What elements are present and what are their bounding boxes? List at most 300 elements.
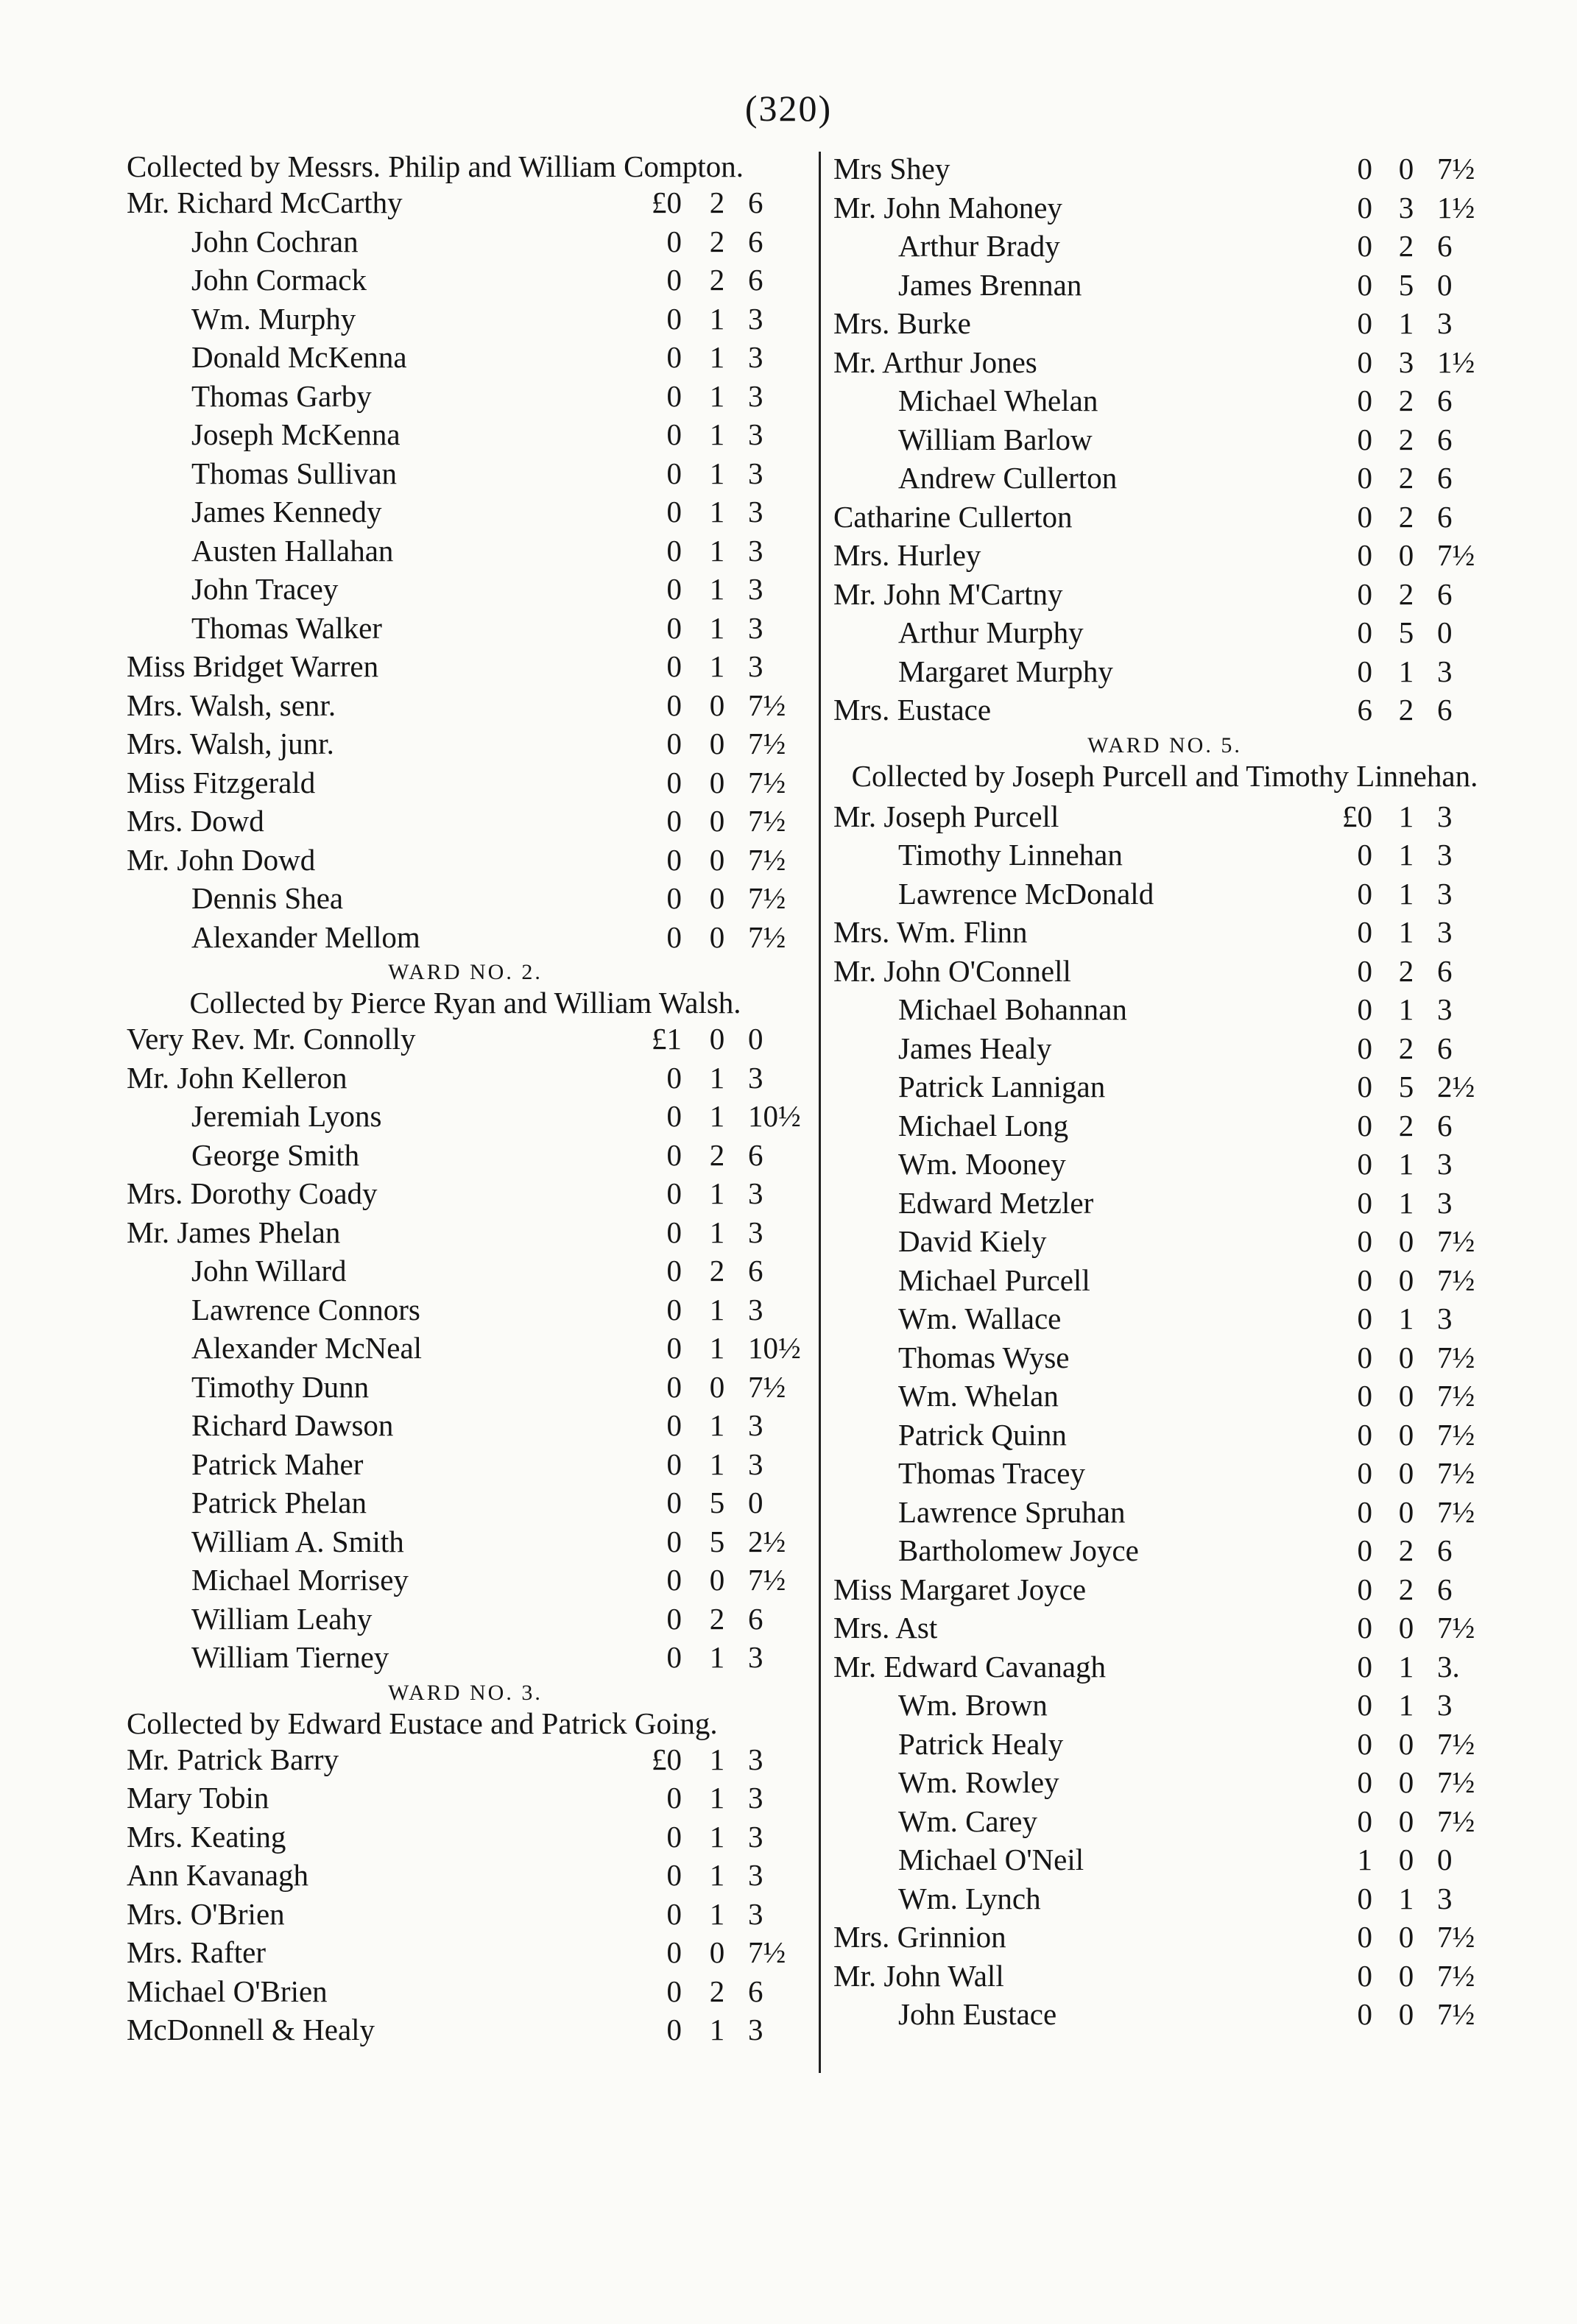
amount bbox=[1313, 1145, 1496, 1184]
subscriber-name: Mr. John Dowd bbox=[127, 842, 316, 877]
subscriber-row bbox=[833, 913, 1496, 952]
amount-pence: 3 bbox=[748, 378, 763, 413]
amount-pence: 0 bbox=[1437, 615, 1453, 649]
subscriber-row bbox=[833, 149, 1496, 188]
amount-pence: 7½ bbox=[748, 1369, 786, 1404]
amount-shillings: 1 bbox=[709, 301, 725, 336]
amount-pounds: 0 bbox=[666, 842, 682, 877]
right-column bbox=[833, 149, 1496, 2034]
amount-pence: 6 bbox=[748, 263, 763, 297]
amount bbox=[1313, 1840, 1496, 1879]
amount-pence: 6 bbox=[1437, 461, 1453, 495]
subscriber-row bbox=[833, 1416, 1496, 1455]
amount-pence: 0 bbox=[748, 1486, 763, 1519]
subscriber-name: James Kennedy bbox=[191, 495, 382, 529]
amount-shillings: 1 bbox=[709, 1060, 725, 1095]
subscriber-name: Michael Bohannan bbox=[898, 992, 1127, 1026]
subscriber-row bbox=[127, 1213, 804, 1252]
subscriber-name: Miss Fitzgerald bbox=[127, 765, 316, 799]
amount bbox=[623, 1329, 804, 1368]
subscriber-name: Mr. John Mahoney bbox=[833, 190, 1062, 225]
subscriber-name: Mrs. Walsh, junr. bbox=[127, 727, 334, 760]
subscriber-row bbox=[833, 1918, 1496, 1957]
amount bbox=[623, 454, 804, 493]
amount-pounds: 0 bbox=[1357, 152, 1372, 186]
amount-shillings: 3 bbox=[1398, 345, 1414, 379]
subscriber-name: Lawrence McDonald bbox=[898, 876, 1154, 911]
amount-pounds: 0 bbox=[666, 1974, 682, 2008]
subscriber-row bbox=[833, 1802, 1496, 1841]
amount-pounds: 0 bbox=[666, 533, 682, 568]
amount-pence: 0 bbox=[1437, 1843, 1453, 1876]
amount-pence: 3 bbox=[748, 1215, 763, 1249]
amount-pounds: 0 bbox=[666, 1601, 682, 1636]
amount-pounds: 0 bbox=[1357, 915, 1372, 949]
amount-shillings: 0 bbox=[709, 688, 725, 722]
amount-pounds: 0 bbox=[666, 1292, 682, 1327]
subscriber-row bbox=[127, 1251, 804, 1290]
amount-pounds: 0 bbox=[666, 1369, 682, 1404]
amount bbox=[623, 183, 804, 222]
amount-shillings: 2 bbox=[1398, 1031, 1414, 1065]
subscriber-row bbox=[833, 952, 1496, 991]
amount-pence: 6 bbox=[1437, 693, 1453, 727]
ward-heading-5: WARD NO. 5. bbox=[1087, 732, 1242, 757]
subscriber-row bbox=[833, 188, 1496, 227]
amount-pounds: 6 bbox=[1357, 693, 1372, 727]
subscriber-row bbox=[833, 498, 1496, 537]
amount-shillings: 1 bbox=[709, 1742, 725, 1776]
amount-pence: 3 bbox=[748, 1781, 763, 1815]
ward-heading-3: WARD NO. 3. bbox=[388, 1680, 543, 1705]
subscriber-name: Timothy Dunn bbox=[191, 1369, 370, 1404]
subscriber-row bbox=[127, 1522, 804, 1561]
subscriber-name: Thomas Tracey bbox=[898, 1456, 1085, 1490]
subscriber-name: John Cormack bbox=[191, 263, 367, 297]
subscriber-row bbox=[833, 797, 1496, 836]
amount-pence: 7½ bbox=[748, 919, 786, 954]
amount-pence: 7½ bbox=[1437, 1958, 1475, 1993]
subscriber-row bbox=[833, 1067, 1496, 1106]
subscriber-name: Donald McKenna bbox=[191, 340, 407, 374]
subscriber-name: Wm. Rowley bbox=[898, 1765, 1059, 1799]
subscriber-name: Mrs. Burke bbox=[833, 306, 971, 340]
subscriber-name: Catharine Cullerton bbox=[833, 499, 1073, 534]
subscriber-row bbox=[833, 1106, 1496, 1145]
amount bbox=[623, 1600, 804, 1639]
amount-pence: 10½ bbox=[748, 1331, 801, 1365]
amount-shillings: 0 bbox=[709, 804, 725, 838]
amount bbox=[623, 492, 804, 531]
subscriber-row bbox=[833, 343, 1496, 382]
subscriber-row bbox=[127, 1972, 804, 2011]
amount-pence: 3 bbox=[748, 649, 763, 683]
subscriber-row bbox=[833, 1377, 1496, 1416]
amount-pounds: 0 bbox=[1357, 384, 1372, 417]
amount bbox=[623, 1895, 804, 1934]
amount-pence: 3 bbox=[1437, 1147, 1453, 1181]
subscriber-row bbox=[833, 1840, 1496, 1879]
amount-pence: 3 bbox=[748, 1819, 763, 1854]
subscriber-row bbox=[127, 724, 804, 763]
amount-pence: 2½ bbox=[1437, 1070, 1475, 1103]
amount-pounds: 0 bbox=[1357, 1881, 1372, 1915]
amount bbox=[623, 802, 804, 841]
amount bbox=[1313, 1918, 1496, 1957]
amount-pounds: 0 bbox=[1357, 1417, 1372, 1452]
amount bbox=[1313, 343, 1496, 382]
amount-shillings: 0 bbox=[1398, 1379, 1414, 1413]
subscriber-name: Mr. John Wall bbox=[833, 1958, 1004, 1993]
amount-pence: 3 bbox=[1437, 654, 1453, 688]
subscriber-name: James Brennan bbox=[898, 267, 1082, 302]
amount-pence: 3 bbox=[748, 1742, 763, 1776]
amount-shillings: 1 bbox=[1398, 1649, 1414, 1684]
amount-shillings: 0 bbox=[709, 1935, 725, 1969]
subscriber-row bbox=[127, 1406, 804, 1445]
subscriber-row bbox=[833, 990, 1496, 1029]
collector-line-ward-5: Collected by Joseph Purcell and Timothy Linnehan. bbox=[851, 758, 1478, 793]
amount bbox=[1313, 952, 1496, 991]
amount bbox=[623, 1059, 804, 1098]
amount-pounds: 0 bbox=[666, 224, 682, 258]
amount-pounds: 0 bbox=[666, 1640, 682, 1674]
amount-pounds: 0 bbox=[666, 456, 682, 490]
amount-pounds: 0 bbox=[1357, 654, 1372, 688]
amount bbox=[1313, 1531, 1496, 1570]
amount-pounds: 0 bbox=[666, 2013, 682, 2046]
subscriber-name: James Healy bbox=[898, 1031, 1052, 1065]
subscriber-name: Margaret Murphy bbox=[898, 654, 1113, 688]
amount bbox=[623, 261, 804, 300]
amount bbox=[1313, 836, 1496, 875]
amount-pence: 6 bbox=[1437, 1533, 1453, 1567]
amount-pounds: 0 bbox=[666, 1447, 682, 1481]
subscriber-row bbox=[833, 1570, 1496, 1609]
page-number: (320) bbox=[744, 88, 833, 129]
subscriber-row bbox=[127, 1445, 804, 1484]
amount bbox=[623, 841, 804, 880]
amount-shillings: 1 bbox=[1398, 1881, 1414, 1915]
amount bbox=[623, 1445, 804, 1484]
amount-pounds: 0 bbox=[666, 881, 682, 915]
amount-shillings: 0 bbox=[1398, 1804, 1414, 1838]
amount-pounds: 0 bbox=[1357, 1765, 1372, 1799]
amount bbox=[623, 763, 804, 802]
subscriber-row bbox=[833, 691, 1496, 730]
amount-pounds: 0 bbox=[666, 378, 682, 413]
amount bbox=[623, 1174, 804, 1213]
amount-pounds: 0 bbox=[666, 649, 682, 683]
amount bbox=[1313, 1725, 1496, 1764]
amount-shillings: 0 bbox=[1398, 1726, 1414, 1761]
amount bbox=[1313, 1608, 1496, 1647]
amount-pence: 7½ bbox=[748, 765, 786, 799]
amount bbox=[623, 1406, 804, 1445]
amount-pence: 3 bbox=[748, 610, 763, 645]
collector-line-ward-1: Collected by Messrs. Philip and William Compton. bbox=[127, 149, 744, 183]
amount-pounds: 0 bbox=[1357, 992, 1372, 1026]
subscriber-row bbox=[833, 1029, 1496, 1068]
amount-shillings: 1 bbox=[709, 1781, 725, 1815]
amount-shillings: 0 bbox=[1398, 1262, 1414, 1297]
subscriber-row bbox=[127, 454, 804, 493]
amount-pounds: 0 bbox=[1357, 422, 1372, 456]
amount-shillings: 0 bbox=[709, 1022, 725, 1056]
amount-shillings: 1 bbox=[1398, 915, 1414, 949]
amount-shillings: 1 bbox=[709, 1640, 725, 1674]
amount-shillings: 2 bbox=[1398, 1108, 1414, 1142]
amount-shillings: 1 bbox=[709, 1215, 725, 1249]
amount-shillings: 2 bbox=[709, 263, 725, 297]
amount-shillings: 0 bbox=[1398, 1611, 1414, 1645]
subscriber-name: Andrew Cullerton bbox=[898, 461, 1118, 495]
amount-shillings: 1 bbox=[709, 417, 725, 451]
amount-shillings: 1 bbox=[709, 1896, 725, 1931]
subscriber-name: Dennis Shea bbox=[191, 881, 344, 915]
amount-pounds: 0 bbox=[666, 1896, 682, 1931]
subscriber-row bbox=[127, 1136, 804, 1175]
subscriber-row bbox=[833, 652, 1496, 691]
amount bbox=[623, 1856, 804, 1895]
amount-pounds: 0 bbox=[1357, 953, 1372, 988]
amount-shillings: 0 bbox=[1398, 1417, 1414, 1452]
amount-shillings: 1 bbox=[1398, 876, 1414, 911]
amount bbox=[1313, 652, 1496, 691]
subscriber-row bbox=[127, 1290, 804, 1329]
amount-pounds: 0 bbox=[1357, 876, 1372, 911]
amount-pounds: 0 bbox=[1357, 1572, 1372, 1606]
amount bbox=[623, 1020, 804, 1059]
subscriber-name: Michael Whelan bbox=[898, 384, 1098, 417]
subscriber-name: Wm. Lynch bbox=[898, 1881, 1041, 1915]
subscriber-name: Mary Tobin bbox=[127, 1781, 269, 1815]
subscriber-row bbox=[127, 802, 804, 841]
subscriber-row bbox=[833, 1957, 1496, 1996]
amount-shillings: 1 bbox=[1398, 799, 1414, 833]
amount-pence: 6 bbox=[748, 1974, 763, 2008]
amount-pounds: 0 bbox=[666, 1858, 682, 1892]
amount-pounds: 0 bbox=[1357, 1379, 1372, 1413]
subscriber-name: Lawrence Spruhan bbox=[898, 1494, 1126, 1529]
amount bbox=[623, 415, 804, 454]
subscriber-row bbox=[833, 459, 1496, 498]
subscriber-row bbox=[127, 1174, 804, 1213]
amount-pounds: 0 bbox=[1357, 838, 1372, 872]
subscriber-row bbox=[833, 1647, 1496, 1687]
subscriber-row bbox=[127, 1020, 804, 1059]
amount-pence: 6 bbox=[748, 224, 763, 258]
amount-shillings: 0 bbox=[709, 1563, 725, 1597]
amount-shillings: 1 bbox=[1398, 654, 1414, 688]
amount-pounds: 0 bbox=[666, 263, 682, 297]
amount-pounds: 0 bbox=[666, 1408, 682, 1442]
subscriber-row bbox=[833, 1454, 1496, 1493]
amount-pence: 7½ bbox=[748, 688, 786, 722]
amount bbox=[623, 1972, 804, 2011]
subscriber-row bbox=[127, 879, 804, 918]
amount-pence: 10½ bbox=[748, 1099, 801, 1133]
amount-shillings: 2 bbox=[1398, 229, 1414, 263]
amount bbox=[1313, 875, 1496, 914]
subscriber-name: Thomas Wyse bbox=[898, 1340, 1070, 1374]
amount-shillings: 0 bbox=[709, 1369, 725, 1404]
amount bbox=[1313, 459, 1496, 498]
amount-shillings: 1 bbox=[709, 495, 725, 529]
subscriber-row bbox=[127, 1933, 804, 1972]
amount-pounds: 0 bbox=[666, 1215, 682, 1249]
amount-shillings: 1 bbox=[709, 1447, 725, 1481]
subscriber-row bbox=[833, 1879, 1496, 1918]
subscriber-name: Mrs. O'Brien bbox=[127, 1896, 285, 1931]
subscriber-row bbox=[833, 1299, 1496, 1338]
amount-pounds: £0 bbox=[652, 1742, 682, 1776]
amount-pounds: 0 bbox=[666, 688, 682, 722]
amount-pence: 7½ bbox=[1437, 1920, 1475, 1954]
ward-2-list bbox=[127, 1020, 804, 1677]
amount-pence: 3 bbox=[748, 1896, 763, 1931]
amount-pounds: 0 bbox=[666, 1176, 682, 1210]
amount-pounds: £1 bbox=[652, 1022, 682, 1056]
subscriber-row bbox=[833, 420, 1496, 459]
subscriber-row bbox=[127, 1368, 804, 1407]
amount-pence: 3 bbox=[748, 533, 763, 568]
amount-pounds: 0 bbox=[666, 572, 682, 606]
amount bbox=[1313, 266, 1496, 305]
left-column bbox=[127, 149, 804, 2049]
amount-shillings: 5 bbox=[1398, 267, 1414, 302]
amount-shillings: 1 bbox=[709, 456, 725, 490]
subscriber-name: Miss Bridget Warren bbox=[127, 649, 379, 683]
amount-pence: 7½ bbox=[1437, 538, 1475, 572]
amount-shillings: 1 bbox=[709, 610, 725, 645]
subscriber-row bbox=[127, 377, 804, 416]
amount-pounds: 0 bbox=[666, 417, 682, 451]
amount bbox=[1313, 1995, 1496, 2034]
amount bbox=[623, 1933, 804, 1972]
amount-pounds: 0 bbox=[1357, 1611, 1372, 1645]
ward-3-list bbox=[127, 1740, 804, 2049]
subscriber-row bbox=[833, 227, 1496, 266]
amount-pounds: 0 bbox=[666, 727, 682, 760]
amount bbox=[1313, 613, 1496, 652]
amount-pounds: 0 bbox=[1357, 190, 1372, 225]
amount-shillings: 2 bbox=[1398, 422, 1414, 456]
amount-pounds: 0 bbox=[1357, 1108, 1372, 1142]
amount-shillings: 2 bbox=[709, 186, 725, 219]
subscriber-name: Alexander Mellom bbox=[191, 919, 420, 954]
subscriber-name: Mrs. Dorothy Coady bbox=[127, 1176, 378, 1210]
subscriber-row bbox=[833, 1493, 1496, 1532]
amount bbox=[623, 1368, 804, 1407]
amount bbox=[623, 609, 804, 648]
amount-pence: 7½ bbox=[1437, 1765, 1475, 1799]
subscriber-row bbox=[127, 841, 804, 880]
amount-pence: 3 bbox=[1437, 1688, 1453, 1722]
amount bbox=[1313, 913, 1496, 952]
subscriber-name: Mr. John Kelleron bbox=[127, 1060, 347, 1095]
amount-shillings: 1 bbox=[1398, 838, 1414, 872]
amount bbox=[1313, 1416, 1496, 1455]
subscriber-row bbox=[127, 1856, 804, 1895]
amount-shillings: 2 bbox=[709, 1601, 725, 1636]
amount bbox=[623, 338, 804, 377]
amount-pounds: 0 bbox=[666, 1060, 682, 1095]
subscriber-name: Wm. Murphy bbox=[191, 301, 356, 336]
amount-shillings: 0 bbox=[1398, 538, 1414, 572]
collector-line-ward-2: Collected by Pierce Ryan and William Walsh. bbox=[189, 986, 741, 1020]
amount-pence: 7½ bbox=[748, 842, 786, 877]
subscriber-name: Mr. Patrick Barry bbox=[127, 1742, 339, 1776]
amount-pounds: 0 bbox=[666, 1935, 682, 1969]
amount-pounds: 0 bbox=[666, 1563, 682, 1597]
amount-shillings: 0 bbox=[1398, 1997, 1414, 2031]
subscriber-row bbox=[127, 1329, 804, 1368]
amount-shillings: 5 bbox=[709, 1486, 725, 1519]
amount-shillings: 0 bbox=[709, 842, 725, 877]
amount-shillings: 2 bbox=[709, 1137, 725, 1172]
amount-pounds: 0 bbox=[1357, 1070, 1372, 1103]
amount-pence: 3 bbox=[1437, 915, 1453, 949]
amount-shillings: 1 bbox=[709, 1099, 725, 1133]
subscriber-row bbox=[127, 763, 804, 802]
amount-pounds: 0 bbox=[666, 1137, 682, 1172]
subscriber-name: Mr. John O'Connell bbox=[833, 953, 1071, 988]
amount bbox=[1313, 575, 1496, 614]
subscriber-row bbox=[127, 183, 804, 222]
subscriber-name: Michael Purcell bbox=[898, 1262, 1090, 1297]
subscriber-name: Mrs. Walsh, senr. bbox=[127, 688, 336, 722]
subscriber-name: Mrs. Grinnion bbox=[833, 1920, 1006, 1954]
amount-shillings: 2 bbox=[1398, 499, 1414, 534]
amount-pounds: 0 bbox=[666, 1781, 682, 1815]
amount bbox=[1313, 381, 1496, 420]
amount-pence: 7½ bbox=[1437, 152, 1475, 186]
amount-shillings: 1 bbox=[1398, 1147, 1414, 1181]
amount bbox=[623, 1561, 804, 1600]
subscriber-row bbox=[833, 1995, 1496, 2034]
amount-pence: 6 bbox=[1437, 953, 1453, 988]
subscriber-row bbox=[833, 1338, 1496, 1377]
subscriber-row bbox=[127, 647, 804, 686]
subscriber-row bbox=[127, 1561, 804, 1600]
ward-heading-2: WARD NO. 2. bbox=[388, 960, 543, 984]
amount-pounds: 0 bbox=[1357, 1997, 1372, 2031]
amount-shillings: 1 bbox=[709, 2013, 725, 2046]
amount-pounds: 0 bbox=[1357, 538, 1372, 572]
amount-pounds: 0 bbox=[1357, 345, 1372, 379]
subscriber-name: Thomas Sullivan bbox=[191, 456, 398, 490]
amount-shillings: 0 bbox=[709, 919, 725, 954]
subscriber-name: Miss Margaret Joyce bbox=[833, 1572, 1087, 1606]
amount-pence: 6 bbox=[1437, 1108, 1453, 1142]
amount-pence: 3 bbox=[748, 1447, 763, 1481]
amount-shillings: 2 bbox=[1398, 461, 1414, 495]
amount-pence: 6 bbox=[1437, 384, 1453, 417]
subscriber-name: Patrick Quinn bbox=[898, 1417, 1067, 1452]
amount-shillings: 5 bbox=[1398, 615, 1414, 649]
subscriber-name: Alexander McNeal bbox=[191, 1331, 423, 1365]
subscriber-name: Mr. John M'Cartny bbox=[833, 576, 1063, 611]
amount-pence: 6 bbox=[748, 1601, 763, 1636]
subscriber-name: Patrick Phelan bbox=[191, 1486, 367, 1519]
subscriber-row bbox=[127, 1059, 804, 1098]
amount-pence: 3 bbox=[748, 1060, 763, 1095]
subscriber-name: Lawrence Connors bbox=[191, 1292, 420, 1327]
amount-pence: 7½ bbox=[1437, 1611, 1475, 1645]
subscriber-name: Timothy Linnehan bbox=[898, 838, 1123, 872]
amount bbox=[623, 724, 804, 763]
